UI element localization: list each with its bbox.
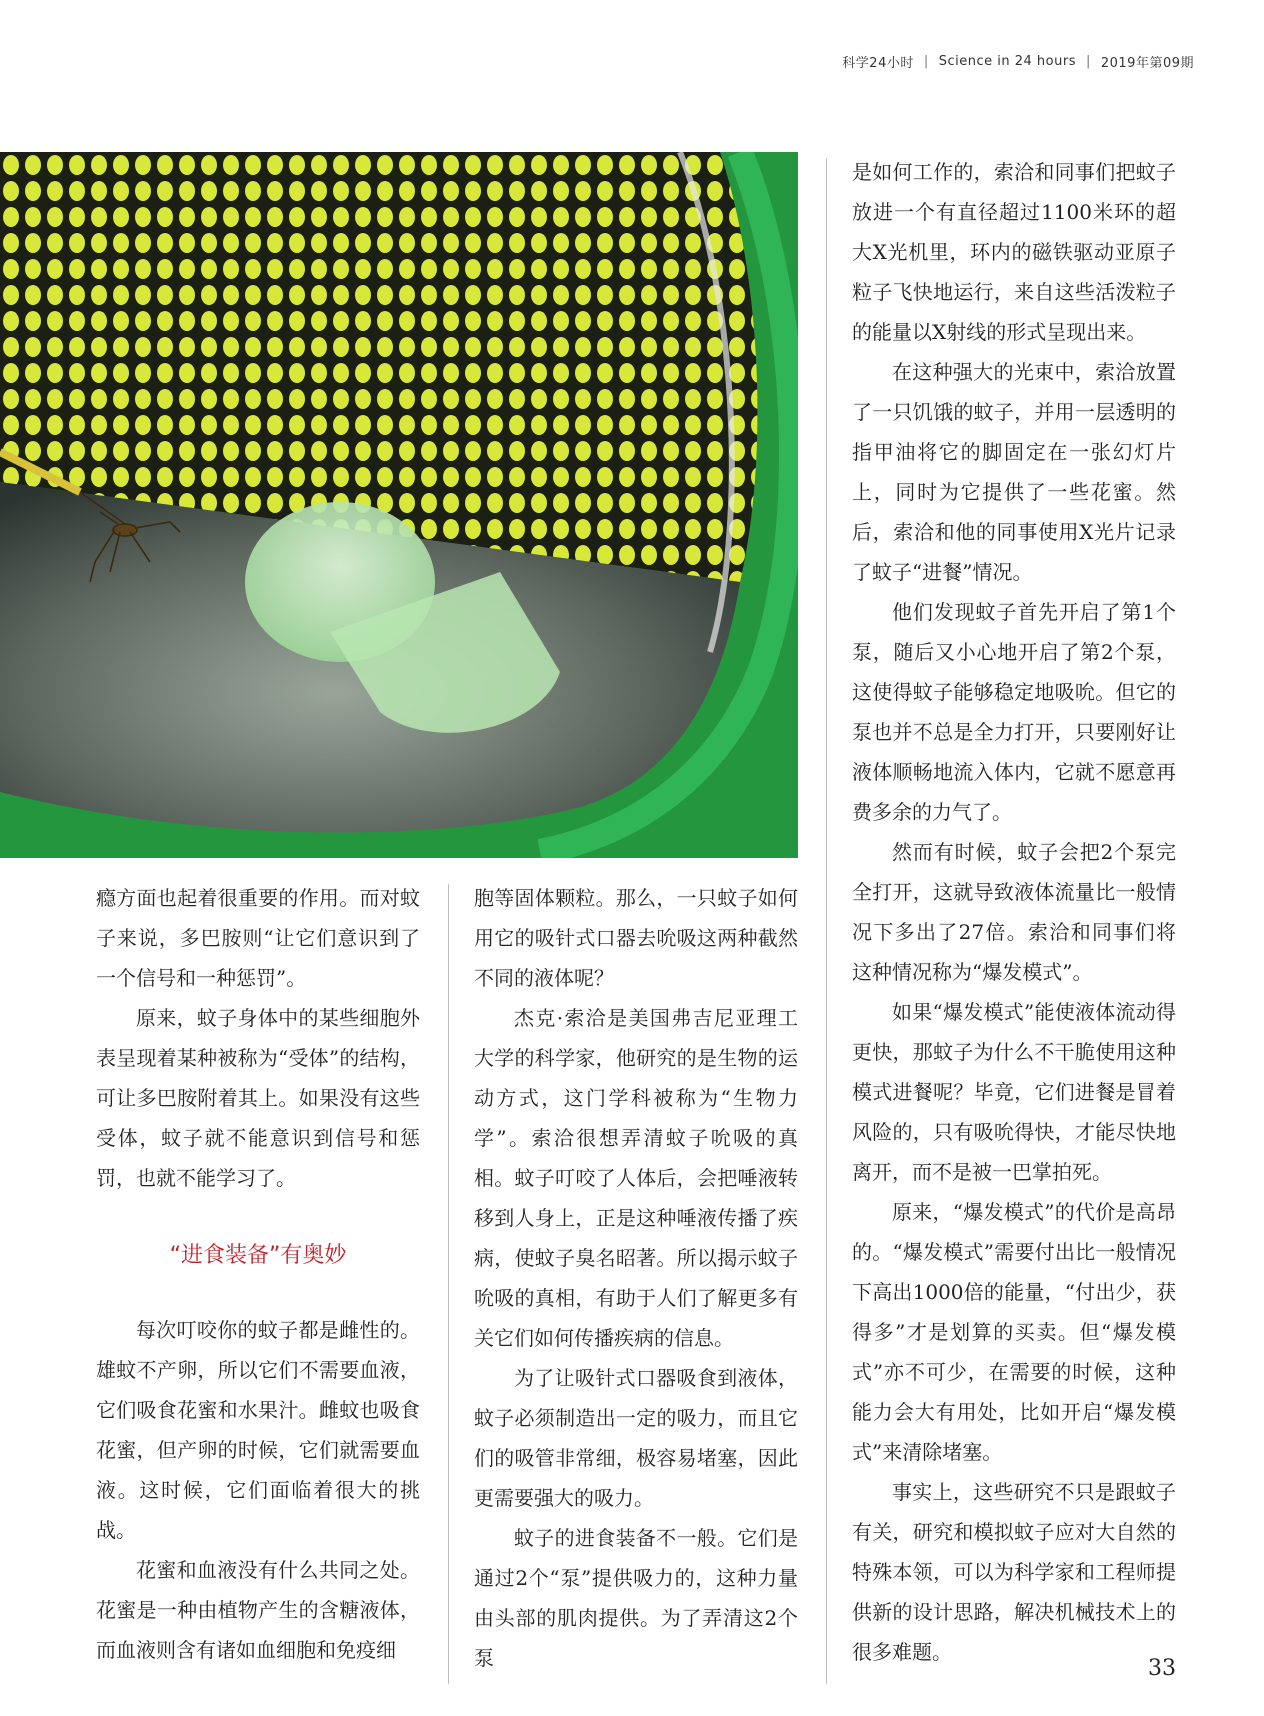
paragraph: 他们发现蚊子首先开启了第1个泵，随后又小心地开启了第2个泵，这使得蚊子能够稳定地吸吮。但它的泵也并不总是全力打开，只要刚好让液体顺畅地流入体内，它就不愿意再费多余的力气了。 — [852, 600, 1176, 824]
photo-illustration — [0, 152, 798, 858]
text-column-2 — [474, 878, 798, 1678]
paragraph: 是如何工作的，索洽和同事们把蚊子放进一个有直径超过1100米环的超大X光机里，环内的磁铁驱动亚原子粒子飞快地运行，来自这些活泼粒子的能量以X射线的形式呈现出来。 — [852, 160, 1176, 344]
paragraph: 瘾方面也起着很重要的作用。而对蚊子来说，多巴胺则“让它们意识到了一个信号和一种惩罚”。 — [96, 886, 420, 990]
column-divider — [826, 158, 827, 1684]
paragraph: 原来，“爆发模式”的代价是高昂的。“爆发模式”需要付出比一般情况下高出1000倍的能量，“付出少，获得多”才是划算的买卖。但“爆发模式”亦不可少，在需要的时候，这种能力会大有用处，比如开启“爆发模式”来清除堵塞。 — [852, 1200, 1176, 1464]
paragraph: 如果“爆发模式”能使液体流动得更快，那蚊子为什么不干脆使用这种模式进餐呢？毕竟，它们进餐是冒着风险的，只有吸吮得快，才能尽快地离开，而不是被一巴掌拍死。 — [852, 1000, 1176, 1184]
page-number: 33 — [1148, 1656, 1176, 1681]
column-divider — [448, 884, 449, 1684]
paragraph: 花蜜和血液没有什么共同之处。花蜜是一种由植物产生的含糖液体，而血液则含有诸如血细胞和免疫细 — [96, 1558, 420, 1662]
paragraph: 胞等固体颗粒。那么，一只蚊子如何用它的吸针式口器去吮吸这两种截然不同的液体呢？ — [474, 886, 798, 990]
section-heading: “进食装备”有奥妙 — [169, 1243, 347, 1268]
text-column-1 — [96, 878, 420, 1670]
paragraph: 事实上，这些研究不只是跟蚊子有关，研究和模拟蚊子应对大自然的特殊本领，可以为科学家和工程师提供新的设计思路，解决机械技术上的很多难题。 — [852, 1480, 1176, 1664]
paragraph: 为了让吸针式口器吸食到液体，蚊子必须制造出一定的吸力，而且它们的吸管非常细，极容易堵塞，因此更需要强大的吸力。 — [474, 1366, 798, 1510]
paragraph: 原来，蚊子身体中的某些细胞外表呈现着某种被称为“受体”的结构，可让多巴胺附着其上。如果没有这些受体，蚊子就不能意识到信号和惩罚，也就不能学习了。 — [96, 1006, 420, 1190]
journal-name-en: Science in 24 hours — [938, 54, 1076, 69]
header-separator: | — [923, 54, 929, 69]
paragraph: 然而有时候，蚊子会把2个泵完全打开，这就导致液体流量比一般情况下多出了27倍。索洽和同事们将这种情况称为“爆发模式”。 — [852, 840, 1176, 984]
issue-label: 2019年第09期 — [1100, 56, 1194, 71]
article-photo — [0, 152, 798, 858]
journal-name-cn: 科学24小时 — [842, 56, 914, 71]
header-separator: | — [1085, 54, 1091, 69]
paragraph: 在这种强大的光束中，索洽放置了一只饥饿的蚊子，并用一层透明的指甲油将它的脚固定在一张幻灯片上，同时为它提供了一些花蜜。然后，索洽和他的同事使用X光片记录了蚊子“进餐”情况。 — [852, 360, 1176, 584]
paragraph: 每次叮咬你的蚊子都是雌性的。雄蚊不产卵，所以它们不需要血液，它们吸食花蜜和水果汁。雌蚊也吸食花蜜，但产卵的时候，它们就需要血液。这时候，它们面临着很大的挑战。 — [96, 1318, 420, 1542]
paragraph: 杰克·索洽是美国弗吉尼亚理工大学的科学家，他研究的是生物的运动方式，这门学科被称为“生物力学”。索洽很想弄清蚊子吮吸的真相。蚊子叮咬了人体后，会把唾液转移到人身上，正是这种唾液传播了疾病，使蚊子臭名昭著。所以揭示蚊子吮吸的真相，有助于人们了解更多有关它们如何传播疾病的信息。 — [474, 1006, 798, 1350]
paragraph: 蚊子的进食装备不一般。它们是通过2个“泵”提供吸力的，这种力量由头部的肌肉提供。为了弄清这2个泵 — [474, 1526, 798, 1670]
text-column-3 — [852, 152, 1176, 1672]
running-header — [842, 52, 1194, 71]
